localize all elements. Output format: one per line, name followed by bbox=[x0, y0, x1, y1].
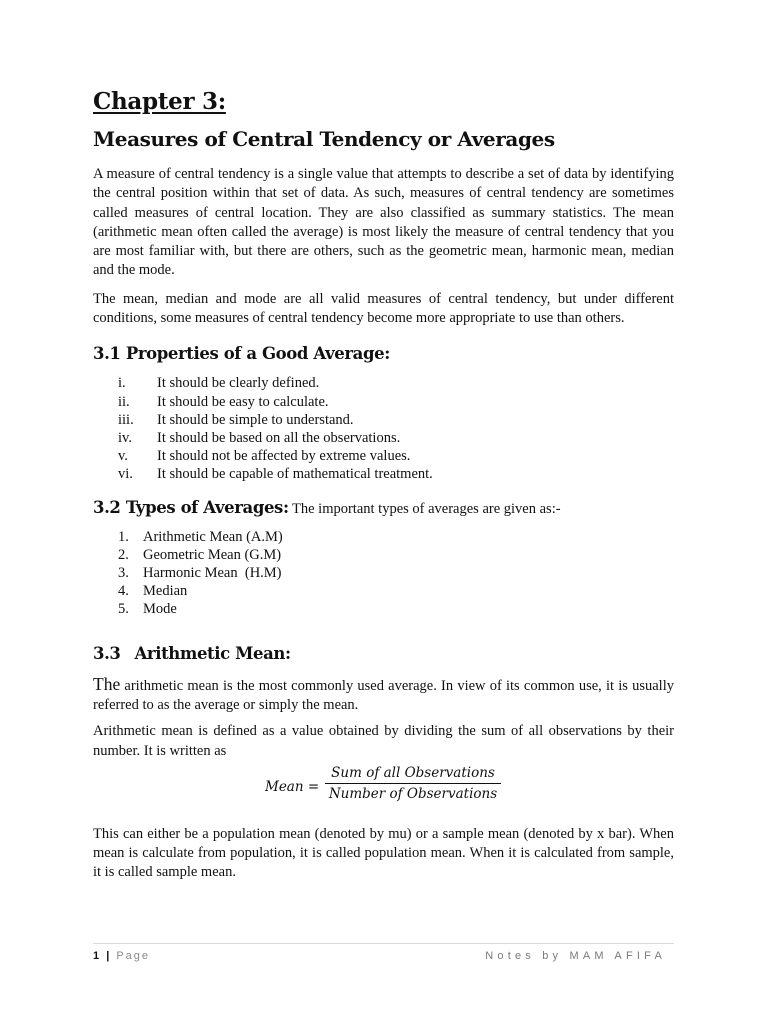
second-paragraph: The mean, median and mode are all valid measures of central tendency, but under different conditions, some measures of central tendency become more appropriate to use than others. bbox=[93, 290, 674, 327]
list-item-text: Geometric Mean (G.M) bbox=[143, 546, 282, 563]
section-types-line bbox=[93, 494, 674, 522]
footer-separator: | bbox=[106, 950, 112, 962]
document-page bbox=[93, 84, 674, 883]
list-item-text: It should not be affected by extreme values. bbox=[157, 448, 411, 465]
list-item bbox=[118, 600, 674, 618]
list-item-text: It should be easy to calculate. bbox=[157, 393, 329, 410]
types-list bbox=[93, 528, 674, 619]
list-item bbox=[118, 564, 674, 582]
list-item bbox=[118, 393, 674, 411]
list-item bbox=[118, 465, 674, 483]
list-item bbox=[118, 546, 674, 564]
list-item-text: Harmonic Mean (H.M) bbox=[143, 565, 282, 581]
list-item-text: It should be based on all the observations. bbox=[157, 429, 401, 446]
section-heading-properties: 3.1 Properties of a Good Average: bbox=[93, 344, 390, 364]
list-marker: 2. bbox=[118, 546, 129, 563]
list-marker: iii. bbox=[118, 411, 134, 428]
mean-formula bbox=[93, 765, 674, 815]
list-marker: 3. bbox=[118, 565, 129, 581]
list-item-text: Arithmetic Mean (A.M) bbox=[143, 528, 283, 545]
list-item-text: It should be capable of mathematical treatment. bbox=[157, 466, 433, 483]
list-marker: 1. bbox=[118, 528, 129, 545]
list-item bbox=[118, 528, 674, 546]
section-heading-types: 3.2 Types of Averages: bbox=[93, 497, 289, 517]
list-marker: i. bbox=[118, 375, 126, 392]
intro-paragraph: A measure of central tendency is a single value that attempts to describe a set of data by identifying the central position within that set of data. As such, measures of central tendency are sometimes called measures of central location. They are also classified as summary statistics. The mean (arithmetic mean often called the average) is most likely the measure of central tendency that you are most familiar with, but there are others, such as the geometric mean, harmonic mean, median and the mode. bbox=[93, 166, 674, 279]
formula-fraction bbox=[325, 765, 501, 802]
page-title: Measures of Central Tendency or Averages bbox=[93, 127, 555, 151]
footer-notes-by: Notes by MAM AFIFA bbox=[485, 950, 666, 962]
section-types-intro: The important types of averages are given as:- bbox=[288, 500, 561, 517]
section-number: 3.3 bbox=[93, 643, 121, 663]
footer-divider bbox=[93, 943, 674, 944]
list-marker: v. bbox=[118, 448, 128, 465]
formula-denominator: Number of Observations bbox=[328, 785, 498, 802]
list-marker: 5. bbox=[118, 601, 129, 618]
page-footer bbox=[93, 948, 674, 964]
list-marker: 4. bbox=[118, 583, 129, 600]
section-heading-text: Arithmetic Mean: bbox=[134, 643, 291, 663]
population-sample-paragraph: This can either be a population mean (denoted by mu) or a sample mean (denoted by x bar). When mean is calculate from population, it is called population mean. When it is calculated from sample, it is called sample mean. bbox=[93, 825, 674, 881]
definition-paragraph: Arithmetic mean is defined as a value obtained by dividing the sum of all observations by their number. It is written as bbox=[93, 723, 674, 759]
list-marker: iv. bbox=[118, 429, 132, 446]
list-item-text: It should be clearly defined. bbox=[157, 375, 320, 392]
properties-list bbox=[93, 374, 674, 483]
page-label: Page bbox=[116, 950, 151, 962]
paragraph-rest: arithmetic mean is the most commonly used average. In view of its common use, it is usually referred to as the average or simply the mean. bbox=[93, 677, 674, 713]
page-number: 1 bbox=[93, 950, 102, 962]
chapter-heading: Chapter 3: bbox=[93, 88, 226, 115]
list-item bbox=[118, 429, 674, 447]
paragraph-first-word: The bbox=[93, 673, 121, 694]
list-item bbox=[118, 374, 674, 392]
list-item-text: Median bbox=[143, 583, 188, 600]
list-item-text: Mode bbox=[143, 601, 177, 618]
arithmetic-mean-paragraph bbox=[93, 675, 674, 716]
list-item bbox=[118, 447, 674, 465]
list-item bbox=[118, 411, 674, 429]
footer-page-info bbox=[93, 948, 150, 964]
formula-lhs: Mean = bbox=[265, 778, 320, 795]
list-marker: ii. bbox=[118, 393, 130, 410]
list-item-text: It should be simple to understand. bbox=[157, 411, 354, 428]
section-heading-arithmetic-mean bbox=[93, 639, 674, 669]
formula-numerator: Sum of all Observations bbox=[325, 765, 501, 784]
list-marker: vi. bbox=[118, 466, 133, 483]
list-item bbox=[118, 582, 674, 600]
